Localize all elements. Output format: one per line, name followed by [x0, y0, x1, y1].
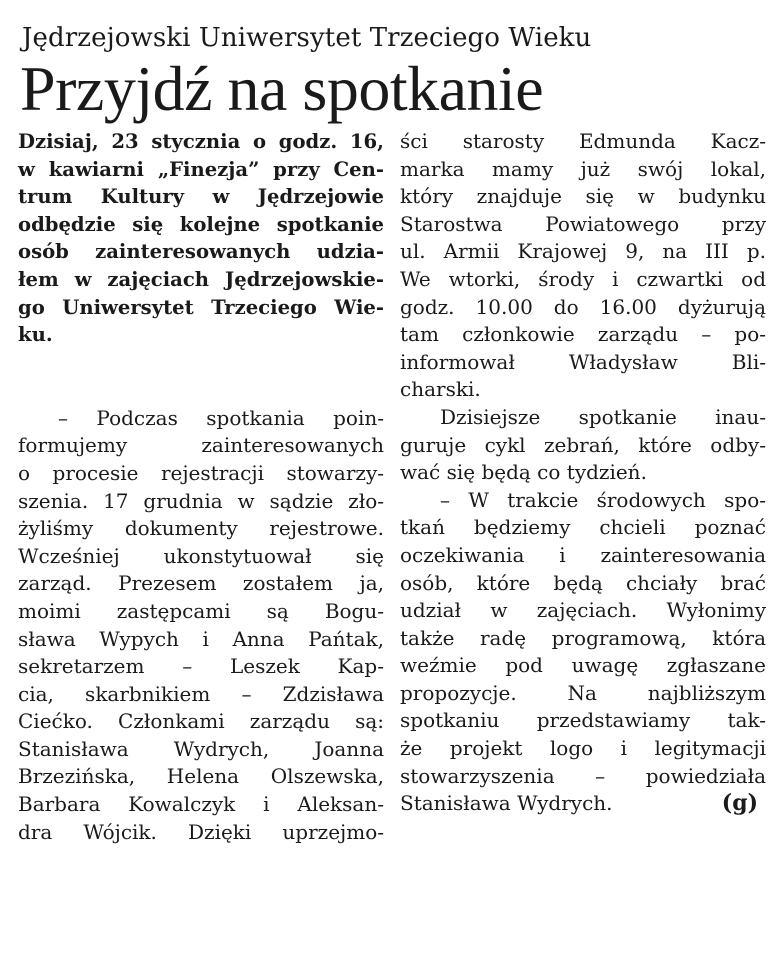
body-line: – W trakcie środowych spo-: [440, 487, 766, 512]
body-line: Wcześniej ukonstytuował się: [18, 543, 384, 568]
body-line: sekretarzem – Leszek Kap-: [18, 654, 384, 679]
body-line: tam członkowie zarządu – po-: [400, 322, 766, 347]
body-line: godz. 10.00 do 16.00 dyżurują: [400, 294, 766, 319]
lead-line: Dzisiaj, 23 stycznia o godz. 16,: [18, 130, 384, 153]
paragraph-gap: [18, 349, 384, 405]
lead-line: osób zainteresowanych udzia-: [18, 240, 384, 264]
article-headline: Przyjdź na spotkanie: [20, 53, 544, 124]
body-line: informował Władysław Bli-: [400, 349, 766, 374]
lead-line: w kawiarni „Finezja” przy Cen-: [18, 157, 384, 181]
body-paragraph: [18, 405, 384, 847]
lead-line: trum Kultury w Jędrzejowie: [18, 185, 384, 209]
body-line: moimi zastępcami są Bogu-: [18, 598, 384, 623]
body-line: – Podczas spotkania poin-: [58, 405, 384, 430]
body-line: tkań będziemy chcieli poznać: [400, 515, 766, 540]
lead-line: go Uniwersytet Trzeciego Wie-: [18, 295, 384, 319]
lead-line: łem w zajęciach Jędrzejowskie-: [18, 267, 384, 291]
article-lead: [18, 128, 384, 349]
body-line: Dzisiejsze spotkanie inau-: [440, 404, 766, 429]
body-line: spotkaniu przedstawiamy tak-: [400, 708, 766, 733]
body-line: We wtorki, środy i czwartki od: [400, 266, 766, 291]
column-right: [400, 128, 766, 846]
body-line: Brzezińska, Helena Olszewska,: [18, 764, 384, 789]
body-line: Starostwa Powiatowego przy: [400, 211, 766, 236]
lead-line: odbędzie się kolejne spotkanie: [18, 212, 384, 236]
body-paragraph: [400, 404, 766, 487]
body-line: udział w zajęciach. Wyłonimy: [400, 598, 766, 623]
body-line: weźmie pod uwagę zgłaszane: [400, 653, 766, 678]
body-line: że projekt logo i legitymacji: [400, 736, 766, 761]
body-line: sława Wypych i Anna Pańtak,: [18, 626, 384, 651]
body-line: dra Wójcik. Dzięki uprzejmo-: [18, 819, 384, 844]
body-line: stowarzyszenia – powiedziała: [400, 763, 766, 788]
body-line: Ciećko. Członkami zarządu są:: [18, 709, 384, 734]
body-line: Barbara Kowalczyk i Aleksan-: [18, 792, 384, 817]
column-left: [18, 128, 384, 846]
article-kicker: Jędrzejowski Uniwersytet Trzeciego Wieku: [22, 23, 592, 53]
body-line: marka mamy już swój lokal,: [400, 156, 766, 181]
signature-line: [400, 790, 766, 818]
body-line: ul. Armii Krajowej 9, na III p.: [400, 239, 766, 264]
body-paragraph: [400, 487, 766, 818]
body-paragraph: [400, 128, 766, 404]
lead-line: ku.: [18, 323, 53, 347]
body-line: wać się będą co tydzień.: [400, 460, 647, 485]
body-line: o procesie rejestracji stowarzy-: [18, 460, 384, 485]
body-line: oczekiwania i zainteresowania: [400, 542, 766, 567]
author-tag: (g): [721, 790, 758, 817]
body-line: szenia. 17 grudnia w sądzie zło-: [18, 488, 384, 513]
body-line: charski.: [400, 377, 481, 402]
body-line: propozycje. Na najbliższym: [400, 680, 766, 705]
body-line: formujemy zainteresowanych: [18, 433, 384, 458]
body-line: cia, skarbnikiem – Zdzisława: [18, 681, 384, 706]
body-line: żyliśmy dokumenty rejestrowe.: [18, 516, 384, 541]
body-line: zarząd. Prezesem zostałem ja,: [18, 571, 384, 596]
body-line: także radę programową, która: [400, 625, 766, 650]
body-line: ści starosty Edmunda Kacz-: [400, 129, 766, 153]
body-line: który znajduje się w budynku: [400, 184, 766, 209]
body-line: Stanisława Wydrych.: [400, 791, 613, 816]
body-line: Stanisława Wydrych, Joanna: [18, 736, 384, 761]
article-columns: [18, 128, 766, 846]
body-line: guruje cykl zebrań, które odby-: [400, 432, 766, 457]
body-line: osób, które będą chciały brać: [400, 570, 766, 595]
